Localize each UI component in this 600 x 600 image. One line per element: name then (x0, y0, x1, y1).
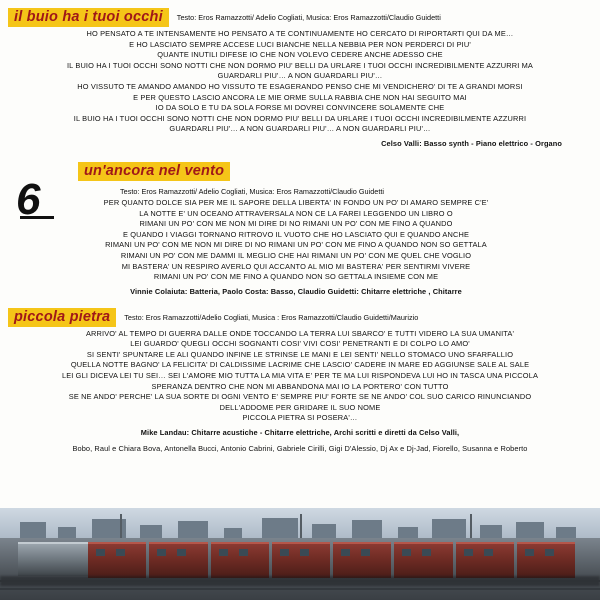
lyric-line: GUARDARLI PIU'… A NON GUARDARLI PIU'… (217, 71, 383, 81)
bottom-photo-train (0, 508, 600, 600)
locomotive (18, 542, 88, 576)
song-1-musicians: Celso Valli: Basso synth - Piano elettrico - Organo (381, 138, 562, 148)
song-1-title-row (8, 8, 592, 27)
lyric-line: E PER QUESTO LASCIO ANCORA LE MIE ORME SULLA RABBIA CHE NON HAI SEGUITO MAI (133, 92, 467, 102)
lyric-line: RIMANI UN PO' CON ME FINO A QUANDO NON SO GETTALA INSIEME CON ME (153, 272, 439, 282)
lyric-line: RIMANI UN PO' CON ME NON MI DIRE DI NO RIMANI UN PO' CON ME FINO A QUANDO (139, 219, 453, 229)
lyric-line: DELL'ADDOME PER GRIDARE IL SUO NOME (219, 402, 381, 412)
lyric-line: IL BUIO HA I TUOI OCCHI SONO NOTTI CHE NON DORMO PIU' BELLI DA URLARE I TUOI OCCHI INCREDIBILMENTE AZZURRI MA (66, 60, 534, 70)
song-2-musicians: Vinnie Colaiuta: Batteria, Paolo Costa: Basso, Claudio Guidetti: Chitarre elettriche , Chitarre (130, 286, 462, 296)
lyric-line: SE NE ANDO' PERCHE' LA SUA SORTE DI OGNI VENTO E' SEMPRE PIU' FORTE SE NE ANDO' COL SUO CARICO RINUNCIANDO (68, 392, 532, 402)
lyric-line: E QUANDO I VIAGGI TORNANO RITROVO IL VUOTO CHE HO LASCIATO QUI E QUANDO ANCHE (122, 229, 470, 239)
song-block-1 (0, 0, 600, 148)
photo-skyline (0, 514, 600, 538)
contributors-note: Bobo, Raul e Chiara Bova, Antonella Bucci, Antonio Cabrini, Gabriele Cirilli, Gigi D'Alessio, Dj Ax e Dj-Jad, Fiorello, Susanna e Roberto (72, 444, 528, 454)
song-block-2 (0, 162, 600, 296)
song-2-credit: Testo: Eros Ramazzotti/ Adelio Cogliati, Musica: Eros Ramazzotti/Claudio Guidetti (120, 186, 385, 196)
song-1-credit: Testo: Eros Ramazzotti/ Adelio Cogliati, Musica: Eros Ramazzotti/Claudio Guidetti (176, 13, 441, 22)
lyric-line: SI SENTI' SPUNTARE LE ALI QUANDO INFINE LE STRINSE LE MANI E LEI SENTI' NELLO STOMACO UNO SFARFALLIO (86, 349, 514, 359)
train-car (456, 542, 514, 578)
train-car (517, 542, 575, 578)
song-3-musicians: Mike Landau: Chitarre acustiche - Chitarre elettriche, Archi scritti e diretti da Celso Valli, (140, 428, 460, 438)
song-1-lyrics (8, 29, 592, 135)
lyric-line: PER QUANTO DOLCE SIA PER ME IL SAPORE DELLA LIBERTA' IN FONDO UN PO' DI AMARO SEMPRE C'E' (103, 197, 489, 207)
train-car (88, 542, 146, 578)
lyric-line: SPERANZA DENTRO CHE NON MI ABBANDONA MAI IO LA PORTERO' CON TUTTO (151, 381, 449, 391)
lyric-line: ARRIVO' AL TEMPO DI GUERRA DALLE ONDE TOCCANDO LA TERRA LUI SBARCO' E TUTTI VIDERO LA SUA UMANITA' (85, 328, 515, 338)
lyric-line: PICCOLA PIETRA SI POSERA'… (242, 413, 358, 423)
lyric-line: HO PENSATO A TE INTENSAMENTE HO PENSATO A TE CONTINUAMENTE HO CERCATO DI RIPORTARTI QUI DA ME… (86, 29, 514, 38)
song-3-lyrics (8, 329, 592, 424)
train-car (394, 542, 452, 578)
train-car (149, 542, 207, 578)
song-3-title: piccola pietra (8, 308, 116, 327)
train-car (211, 542, 269, 578)
lyric-line: QUELLA NOTTE BAGNO' LA FELICITA' DI CALDISSIME LACRIME CHE LASCIO' CADERE IN MARE ED AGGIUNSE SALE AL SALE (70, 360, 530, 370)
song-2-title-row (78, 162, 592, 181)
song-1-title: il buio ha i tuoi occhi (8, 8, 169, 27)
track-number-value: 6 (16, 175, 41, 224)
lyric-line: LA NOTTE E' UN OCEANO ATTRAVERSALA NON CE LA FAREI LEGGENDO UN LIBRO O (139, 208, 453, 218)
rail-near (0, 580, 600, 582)
lyric-line: GUARDARLI PIU'… A NON GUARDARLI PIU'… A NON GUARDARLI PIU'… (169, 124, 431, 134)
song-2-lyrics (0, 198, 592, 283)
lyric-line: RIMANI UN PO' CON ME NON MI DIRE DI NO RIMANI UN PO' CON ME FINO A QUANDO NON SO GETTALA (105, 240, 487, 250)
song-3-credit: Testo: Eros Ramazzotti/Adelio Cogliati, Musica : Eros Ramazzotti/Claudio Guidetti/Maurizio (124, 312, 419, 322)
rail-far (0, 588, 600, 590)
lyric-line: HO VISSUTO TE AMANDO AMANDO HO VISSUTO TE ESAGERANDO PENSO CHE MI VENDICHERO' DI TE A GRANDI MORSI (77, 81, 523, 91)
lyric-line: IL BUIO HA I TUOI OCCHI SONO NOTTI CHE NON DORMO PIU' BELLI DA URLARE I TUOI OCCHI INCREDIBILMENTE AZZURRI (73, 113, 527, 123)
lyric-line: MI BASTERA' UN RESPIRO AVERLO QUI ACCANTO AL MIO MI BASTERA' PER SENTIRMI VIVERE (121, 261, 471, 271)
lyric-line: RIMANI UN PO' CON ME DAMMI IL MEGLIO CHE HAI RIMANI UN PO' CON ME QUEL CHE VOGLIO (120, 250, 472, 260)
song-block-3 (0, 308, 600, 437)
lyric-line: LEI GLI DICEVA LEI TU SEI… SEI L'AMORE MIO TUTTA LA MIA VITA E' PER TE MA LUI RISPONDEVA LUI HO IN TASCA UNA PICCOLA (61, 371, 539, 381)
lyric-line: E HO LASCIATO SEMPRE ACCESE LUCI BIANCHE NELLA NEBBIA PER NON PERDERCI DI PIU' (129, 39, 471, 49)
song-3-title-row (8, 308, 592, 327)
song-2-title: un'ancora nel vento (78, 162, 230, 181)
train-car (272, 542, 330, 578)
freight-train (18, 542, 578, 576)
lyric-line: QUANTE INUTILI DIFESE IO CHE NON VOLEVO CEDERE ANCHE ADESSO CHE (157, 50, 443, 60)
train-car (333, 542, 391, 578)
lyric-line: IO DA SOLO E TU DA SOLA FORSE MI DOVREI CONVINCERE SOLAMENTE CHE (155, 103, 445, 113)
lyric-line: LEI GUARDO' QUEGLI OCCHI SOGNANTI COSI' VIVI COSI' PENETRANTI E DI COLPO LO AMO' (130, 339, 470, 349)
